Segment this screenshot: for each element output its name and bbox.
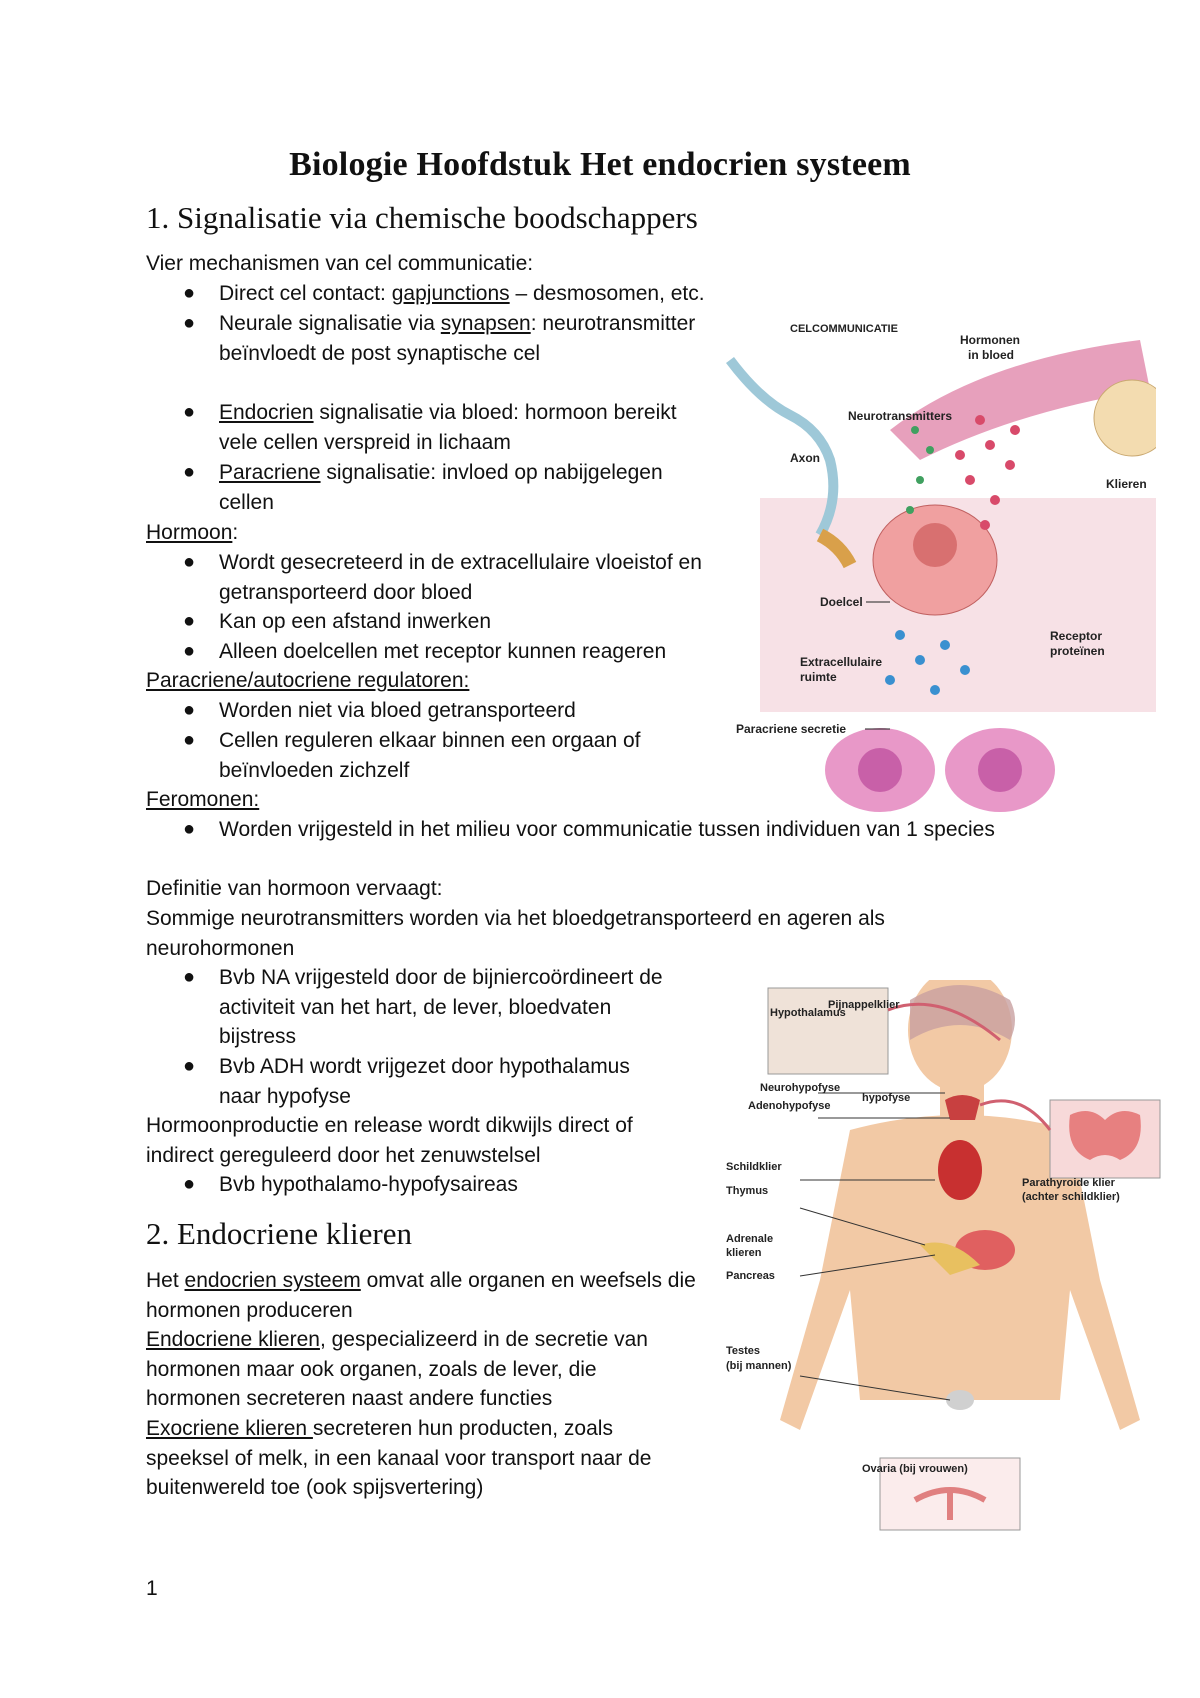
label-adrenale: Adrenale [726,1233,774,1245]
thyroid-illustration [945,1095,980,1120]
bullet-icon: ● [183,312,196,334]
label-hypothalamus: Hypothalamus [770,1007,846,1019]
label-testes: Testes [726,1345,761,1357]
bullet-icon: ● [183,729,196,751]
bullet-icon: ● [183,610,196,632]
term-gapjunctions: gapjunctions [391,282,510,305]
testes-illustration [946,1390,974,1410]
def-heading: Definitie van hormoon vervaagt: [146,877,443,900]
label-adenohypofyse: Adenohypofyse [748,1100,831,1112]
prod-text: Hormoonproductie en release wordt dikwijls direct of indirect gereguleerd door het zenuwstelsel [146,1114,633,1167]
fero-heading: Feromonen: [146,788,260,811]
bullet-icon: ● [183,1055,196,1077]
list-item: ● Neurale signalisatie via synapsen: neurotransmitter beïnvloedt de post synaptische cel [183,309,703,368]
target-cell-nucleus [913,523,957,567]
figure1-title: CELCOMMUNICATIE [790,323,898,335]
label-proteinen: proteïnen [1050,644,1105,658]
cell-communication-figure [720,320,1156,812]
bullet-icon: ● [183,461,196,483]
bullet-icon: ● [183,966,196,988]
list-item: ● Worden niet via bloed getransporteerd [183,696,703,726]
label-in-bloed: in bloed [968,348,1014,362]
label-achter-schildklier: (achter schildklier) [1022,1191,1120,1203]
label-extracellulaire: Extracellulaire [800,655,883,669]
label-hormonen: Hormonen [960,333,1020,347]
para-heading: Paracriene/autocriene regulatoren: [146,669,470,692]
label-pancreas: Pancreas [726,1270,775,1282]
bullet-icon: ● [183,699,196,721]
intro-text: Vier mechanismen van cel communicatie: [146,252,534,275]
label-klieren: klieren [726,1247,762,1259]
bullet-icon: ● [183,401,196,423]
label-schildklier: Schildklier [726,1161,782,1173]
label-thymus: Thymus [726,1185,769,1197]
hormoon-heading: Hormoon: [146,521,239,544]
label-doelcel: Doelcel [820,595,863,609]
bullet-icon: ● [183,640,196,662]
term-paracriene: Paracriene [219,461,321,484]
bullet-icon: ● [183,818,196,840]
list-item: ● Paracriene signalisatie: invloed op nabijgelegen cellen [183,458,703,517]
label-axon: Axon [790,451,820,465]
label-ovaria: Ovaria (bij vrouwen) [862,1463,968,1475]
list-item: ● Wordt gesecreteerd in de extracellulaire vloeistof en getransporteerd door bloed [183,548,703,607]
label-hypofyse: hypofyse [862,1092,911,1104]
section2-p3: Exocriene klieren secreteren hun producten, zoals speeksel of melk, in een kanaal voor transport naar de buitenwereld toe (ook spijsvertering) [146,1417,652,1500]
def-text: Sommige neurotransmitters worden via het bloedgetransporteerd en ageren als neurohormonen [146,907,885,960]
list-item: ● Endocrien signalisatie via bloed: hormoon bereikt vele cellen verspreid in lichaam [183,398,703,457]
list-item: ● Alleen doelcellen met receptor kunnen reageren [183,637,743,667]
label-neurohypofyse: Neurohypofyse [760,1082,841,1094]
label-receptor: Receptor [1050,629,1103,643]
section2-p2: Endocriene klieren, gespecializeerd in de secretie van hormonen maar ook organen, zoals de lever, die hormonen secreteren naast andere functies [146,1328,648,1411]
label-paracriene-secretie: Paracriene secretie [736,722,847,736]
term-synapsen: synapsen [440,312,531,335]
list-item: ● Bvb ADH wordt vrijgezet door hypothalamus naar hypofyse [183,1052,663,1111]
list-item: ● Cellen reguleren elkaar binnen een orgaan of beïnvloeden zichzelf [183,726,683,785]
term-endocrien: Endocrien [219,401,314,424]
bullet-icon: ● [183,551,196,573]
list-item: ● Bvb NA vrijgesteld door de bijniercoördineert de activiteit van het hart, de lever, bloedvaten bijstress [183,963,683,1052]
bullet-icon: ● [183,282,196,304]
page-number: 1 [146,1577,158,1600]
endocrine-glands-figure [720,980,1170,1540]
label-pijnappelklier: Pijnappelklier [828,999,900,1011]
page-title: Biologie Hoofdstuk Het endocrien systeem [289,146,911,183]
section2-heading: 2. Endocriene klieren [146,1216,412,1251]
label-neurotransmitters: Neurotransmitters [848,409,953,423]
label-parathyroide: Parathyroide klier [1022,1177,1115,1189]
label-bij-mannen: (bij mannen) [726,1360,792,1372]
list-item: ● Direct cel contact: gapjunctions – desmosomen, etc. [183,279,743,309]
list-item: ● Bvb hypothalamo-hypofysaireas [183,1170,663,1200]
label-ruimte: ruimte [800,670,837,684]
label-klieren: Klieren [1106,477,1147,491]
section1-heading: 1. Signalisatie via chemische boodschappers [146,200,698,235]
bullet-icon: ● [183,1173,196,1195]
section2-p1: Het endocrien systeem omvat alle organen en weefsels die hormonen produceren [146,1269,696,1322]
heart-illustration [938,1140,982,1200]
list-item: ● Worden vrijgesteld in het milieu voor communicatie tussen individuen van 1 species [183,815,1083,845]
list-item: ● Kan op een afstand inwerken [183,607,703,637]
